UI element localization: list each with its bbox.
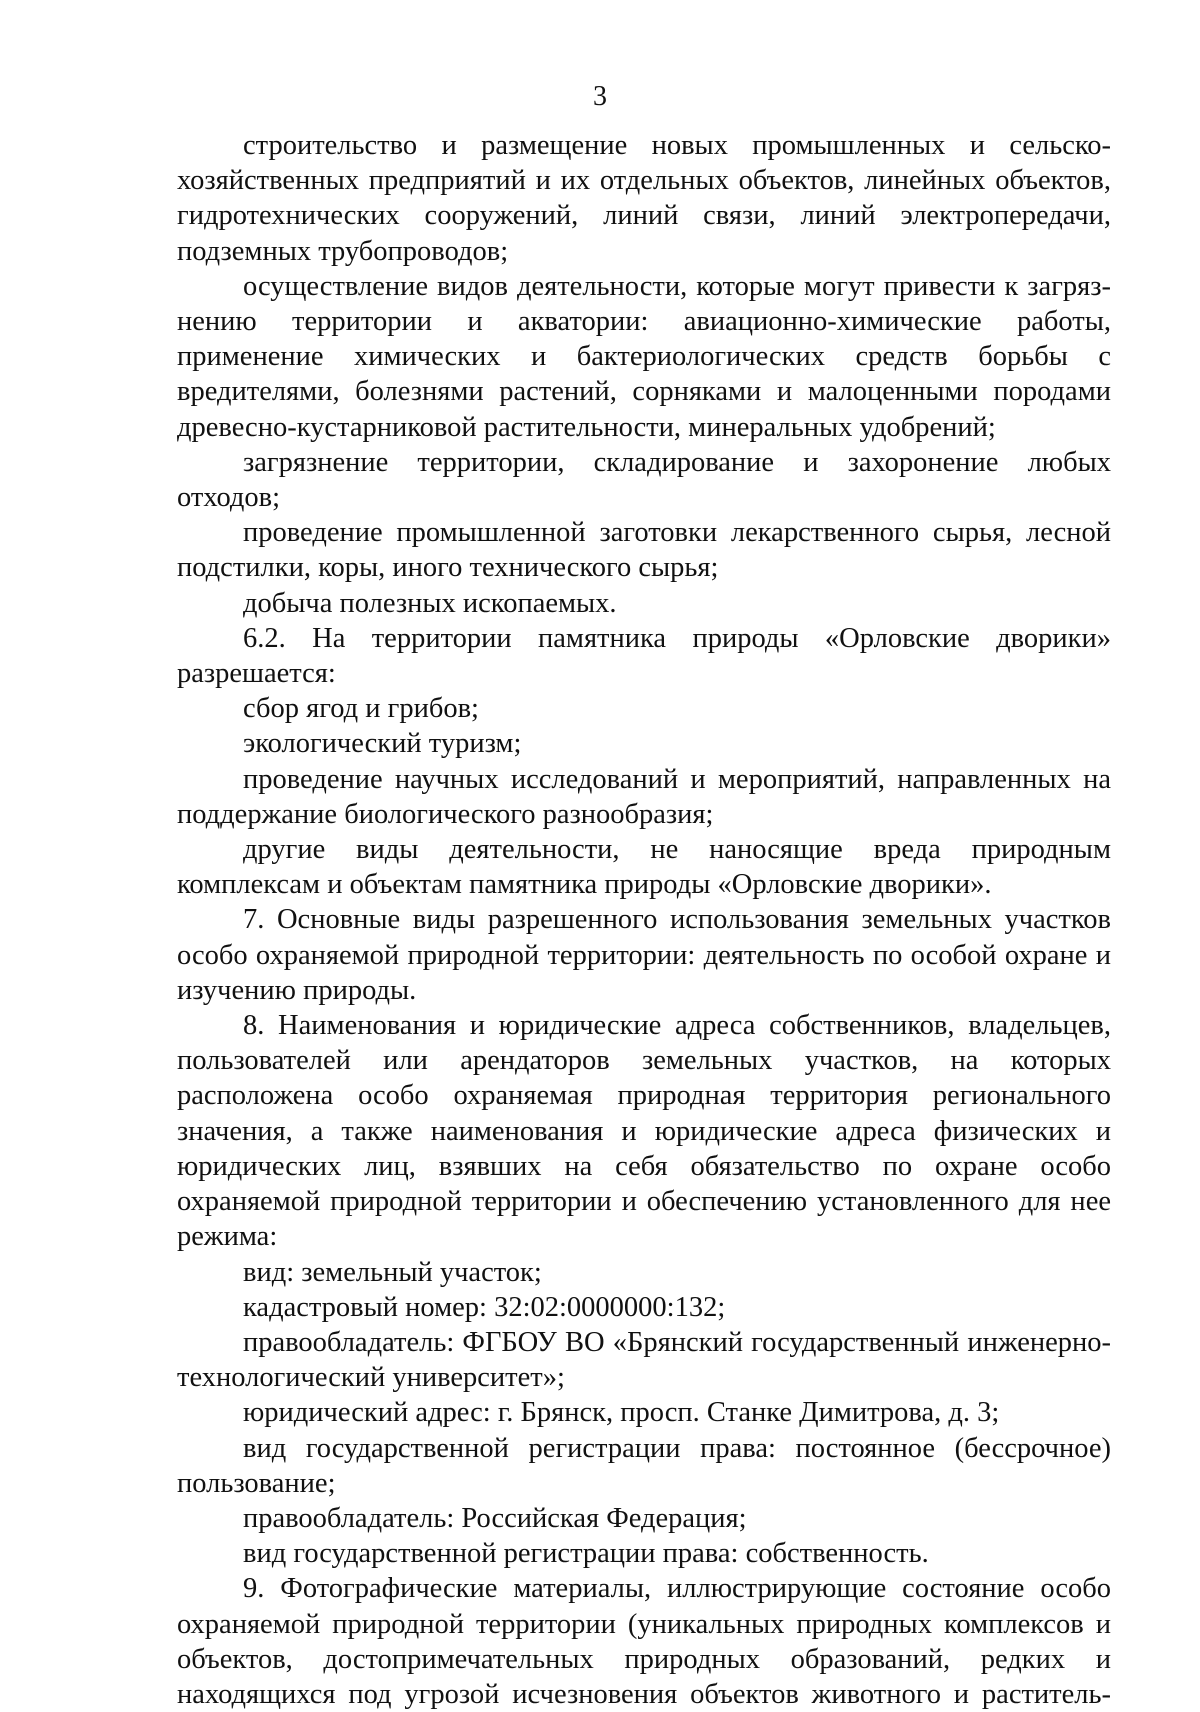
paragraph-pollution-activities: осуществление видов деятельности, которые могут привести к загрязнению территории и акватории: авиационно-химические работы, применение химических и бактериологических средств борьбы с вредителями, болезнями растений, сорняками и малоценными породами древесно-кустарниковой растительности, минеральных удобрений; [177, 270, 1111, 443]
paragraph-eco-tourism: экологический туризм; [243, 728, 522, 760]
paragraph-section-9: 9. Фотографические материалы, иллюстрирующие состояние особо охраняемой природной территории (уникальных природных комплексов и объектов, достопримечательных природных образований, редких и находящихся под угрозой исчезновения объектов животного и раститель- [177, 1573, 1111, 1710]
paragraph-raw-material-harvest: проведение промышленной заготовки лекарственного сырья, лесной подстилки, коры, иного технического сырья; [177, 517, 1111, 584]
paragraph-rightholder-federation: правообладатель: Российская Федерация; [243, 1502, 747, 1534]
paragraph-section-7: 7. Основные виды разрешенного использования земельных участков особо охраняемой природной территории: деятельность по особой охране и изучению природы. [177, 904, 1111, 1006]
paragraph-research: проведение научных исследований и мероприятий, направленных на поддержание биологического разнообразия; [177, 763, 1111, 830]
page-number: 3 [593, 81, 607, 112]
paragraph-section-6-2: 6.2. На территории памятника природы «Орловские дворики» разрешается: [177, 622, 1111, 690]
paragraph-legal-address: юридический адрес: г. Брянск, просп. Станке Димитрова, д. 3; [243, 1397, 1000, 1429]
paragraph-mining: добыча полезных ископаемых. [243, 587, 617, 619]
paragraph-waste-disposal: загрязнение территории, складирование и захоронение любых отходов; [177, 446, 1111, 514]
paragraph-rightholder-university: правообладатель: ФГБОУ ВО «Брянский государственный инженерно-технологический университет»; [177, 1326, 1111, 1394]
paragraph-section-8: 8. Наименования и юридические адреса собственников, владельцев, пользователей или арендаторов земельных участков, на которых расположена особо охраняемая природная территория регионального значения, а также наименования и юридические адреса физических и юридических лиц, взявших на себя обязательство по охране особо охраняемой природной территории и обеспечению установленного для нее режима: [177, 1010, 1111, 1253]
paragraph-registration-permanent-use: вид государственной регистрации права: постоянное (бессрочное) пользование; [177, 1432, 1111, 1499]
paragraph-construction-ban: строительство и размещение новых промышленных и сельскохозяйственных предприятий и их отдельных объектов, линейных объектов, гидротехнических сооружений, линий связи, линий электропередачи, подземных трубопроводов; [177, 130, 1111, 267]
paragraph-land-type: вид: земельный участок; [243, 1256, 542, 1288]
paragraph-cadastral-number: кадастровый номер: 32:02:0000000:132; [243, 1291, 726, 1323]
document-body [177, 128, 1111, 1712]
paragraph-registration-ownership: вид государственной регистрации права: собственность. [243, 1538, 929, 1570]
paragraph-berries-mushrooms: сбор ягод и грибов; [243, 693, 479, 725]
paragraph-other-activities: другие виды деятельности, не наносящие вреда природным комплексам и объектам памятника природы «Орловские дворики». [177, 834, 1111, 901]
